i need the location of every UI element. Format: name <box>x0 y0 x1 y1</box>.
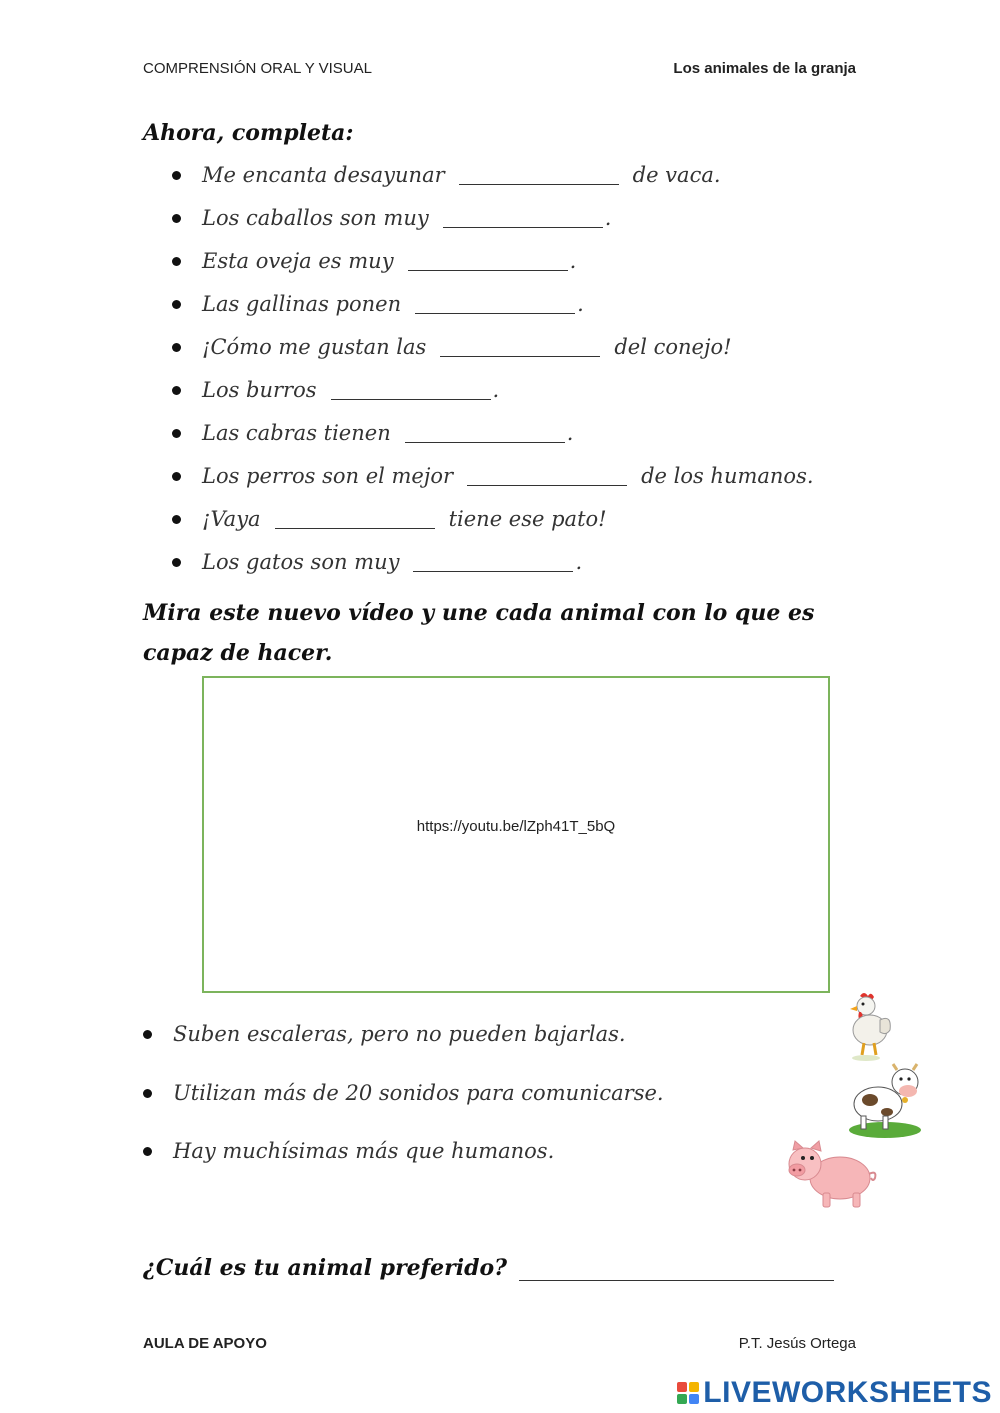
fact-text: Suben escaleras, pero no pueden bajarlas. <box>173 1022 626 1046</box>
liveworksheets-logo[interactable] <box>677 1376 992 1410</box>
list-item <box>172 287 584 321</box>
bullet-icon <box>172 257 181 266</box>
list-item <box>143 1076 664 1110</box>
blank-input[interactable] <box>440 338 600 357</box>
list-item <box>172 158 721 192</box>
item-text-after: de los humanos. <box>641 464 814 488</box>
item-text-after: . <box>577 292 584 316</box>
blank-input[interactable] <box>405 424 565 443</box>
item-text-before: Los perros son el mejor <box>202 464 454 488</box>
favorite-animal-input[interactable] <box>519 1260 834 1281</box>
fact-text: Utilizan más de 20 sonidos para comunicarse. <box>173 1081 664 1105</box>
video-url[interactable]: https://youtu.be/lZph41T_5bQ <box>416 818 616 835</box>
list-item <box>172 373 499 407</box>
bullet-icon <box>172 343 181 352</box>
section2-title-line2: capaz de hacer. <box>143 640 333 666</box>
bullet-icon <box>143 1030 152 1039</box>
footer-right: P.T. Jesús Ortega <box>738 1335 856 1352</box>
header-left: COMPRENSIÓN ORAL Y VISUAL <box>143 60 372 77</box>
list-item <box>172 502 607 536</box>
bullet-icon <box>172 558 181 567</box>
list-item <box>172 330 732 364</box>
blank-input[interactable] <box>275 510 435 529</box>
bullet-icon <box>143 1147 152 1156</box>
bullet-icon <box>172 171 181 180</box>
list-item <box>172 244 576 278</box>
item-text-after: . <box>575 550 583 574</box>
footer-left: AULA DE APOYO <box>143 1335 267 1352</box>
item-text-after: . <box>604 206 612 230</box>
list-item <box>143 1134 554 1168</box>
blank-input[interactable] <box>459 166 619 185</box>
item-text-before: Los gatos son muy <box>202 550 400 574</box>
item-text-before: ¡Vaya <box>202 507 261 531</box>
item-text-after: . <box>569 249 577 273</box>
bullet-icon <box>172 472 181 481</box>
cow-icon[interactable] <box>845 1060 925 1140</box>
logo-text: LIVEWORKSHEETS <box>703 1376 992 1409</box>
blank-input[interactable] <box>408 252 568 271</box>
item-text-after: . <box>492 378 500 402</box>
favorite-animal-question <box>143 1255 834 1281</box>
item-text-after: del conejo! <box>614 335 732 359</box>
logo-grid-icon <box>677 1382 699 1404</box>
item-text-before: Los caballos son muy <box>202 206 429 230</box>
list-item <box>172 545 582 579</box>
blank-input[interactable] <box>415 295 575 314</box>
header-right: Los animales de la granja <box>673 60 856 77</box>
video-box[interactable] <box>202 676 830 993</box>
list-item <box>172 416 573 450</box>
item-text-after: de vaca. <box>632 163 721 187</box>
section1-title: Ahora, completa: <box>143 120 354 146</box>
item-text-before: Las gallinas ponen <box>202 292 402 316</box>
item-text-after: . <box>566 421 574 445</box>
section2-title-line1: Mira este nuevo vídeo y une cada animal con lo que es <box>143 600 815 626</box>
list-item <box>143 1017 626 1051</box>
fact-text: Hay muchísimas más que humanos. <box>173 1139 555 1163</box>
bullet-icon <box>172 515 181 524</box>
bullet-icon <box>172 300 181 309</box>
blank-input[interactable] <box>413 553 573 572</box>
blank-input[interactable] <box>331 381 491 400</box>
blank-input[interactable] <box>467 467 627 486</box>
list-item <box>172 459 814 493</box>
item-text-before: ¡Cómo me gustan las <box>202 335 427 359</box>
list-item <box>172 201 611 235</box>
pig-icon[interactable] <box>785 1140 880 1212</box>
item-text-before: Me encanta desayunar <box>202 163 445 187</box>
bullet-icon <box>172 386 181 395</box>
item-text-before: Las cabras tienen <box>202 421 391 445</box>
item-text-after: tiene ese pato! <box>448 507 607 531</box>
item-text-before: Los burros <box>202 378 317 402</box>
bullet-icon <box>172 214 181 223</box>
bullet-icon <box>143 1089 152 1098</box>
item-text-before: Esta oveja es muy <box>202 249 394 273</box>
question-text: ¿Cuál es tu animal preferido? <box>143 1255 508 1281</box>
blank-input[interactable] <box>443 209 603 228</box>
hen-icon[interactable] <box>838 990 894 1062</box>
bullet-icon <box>172 429 181 438</box>
